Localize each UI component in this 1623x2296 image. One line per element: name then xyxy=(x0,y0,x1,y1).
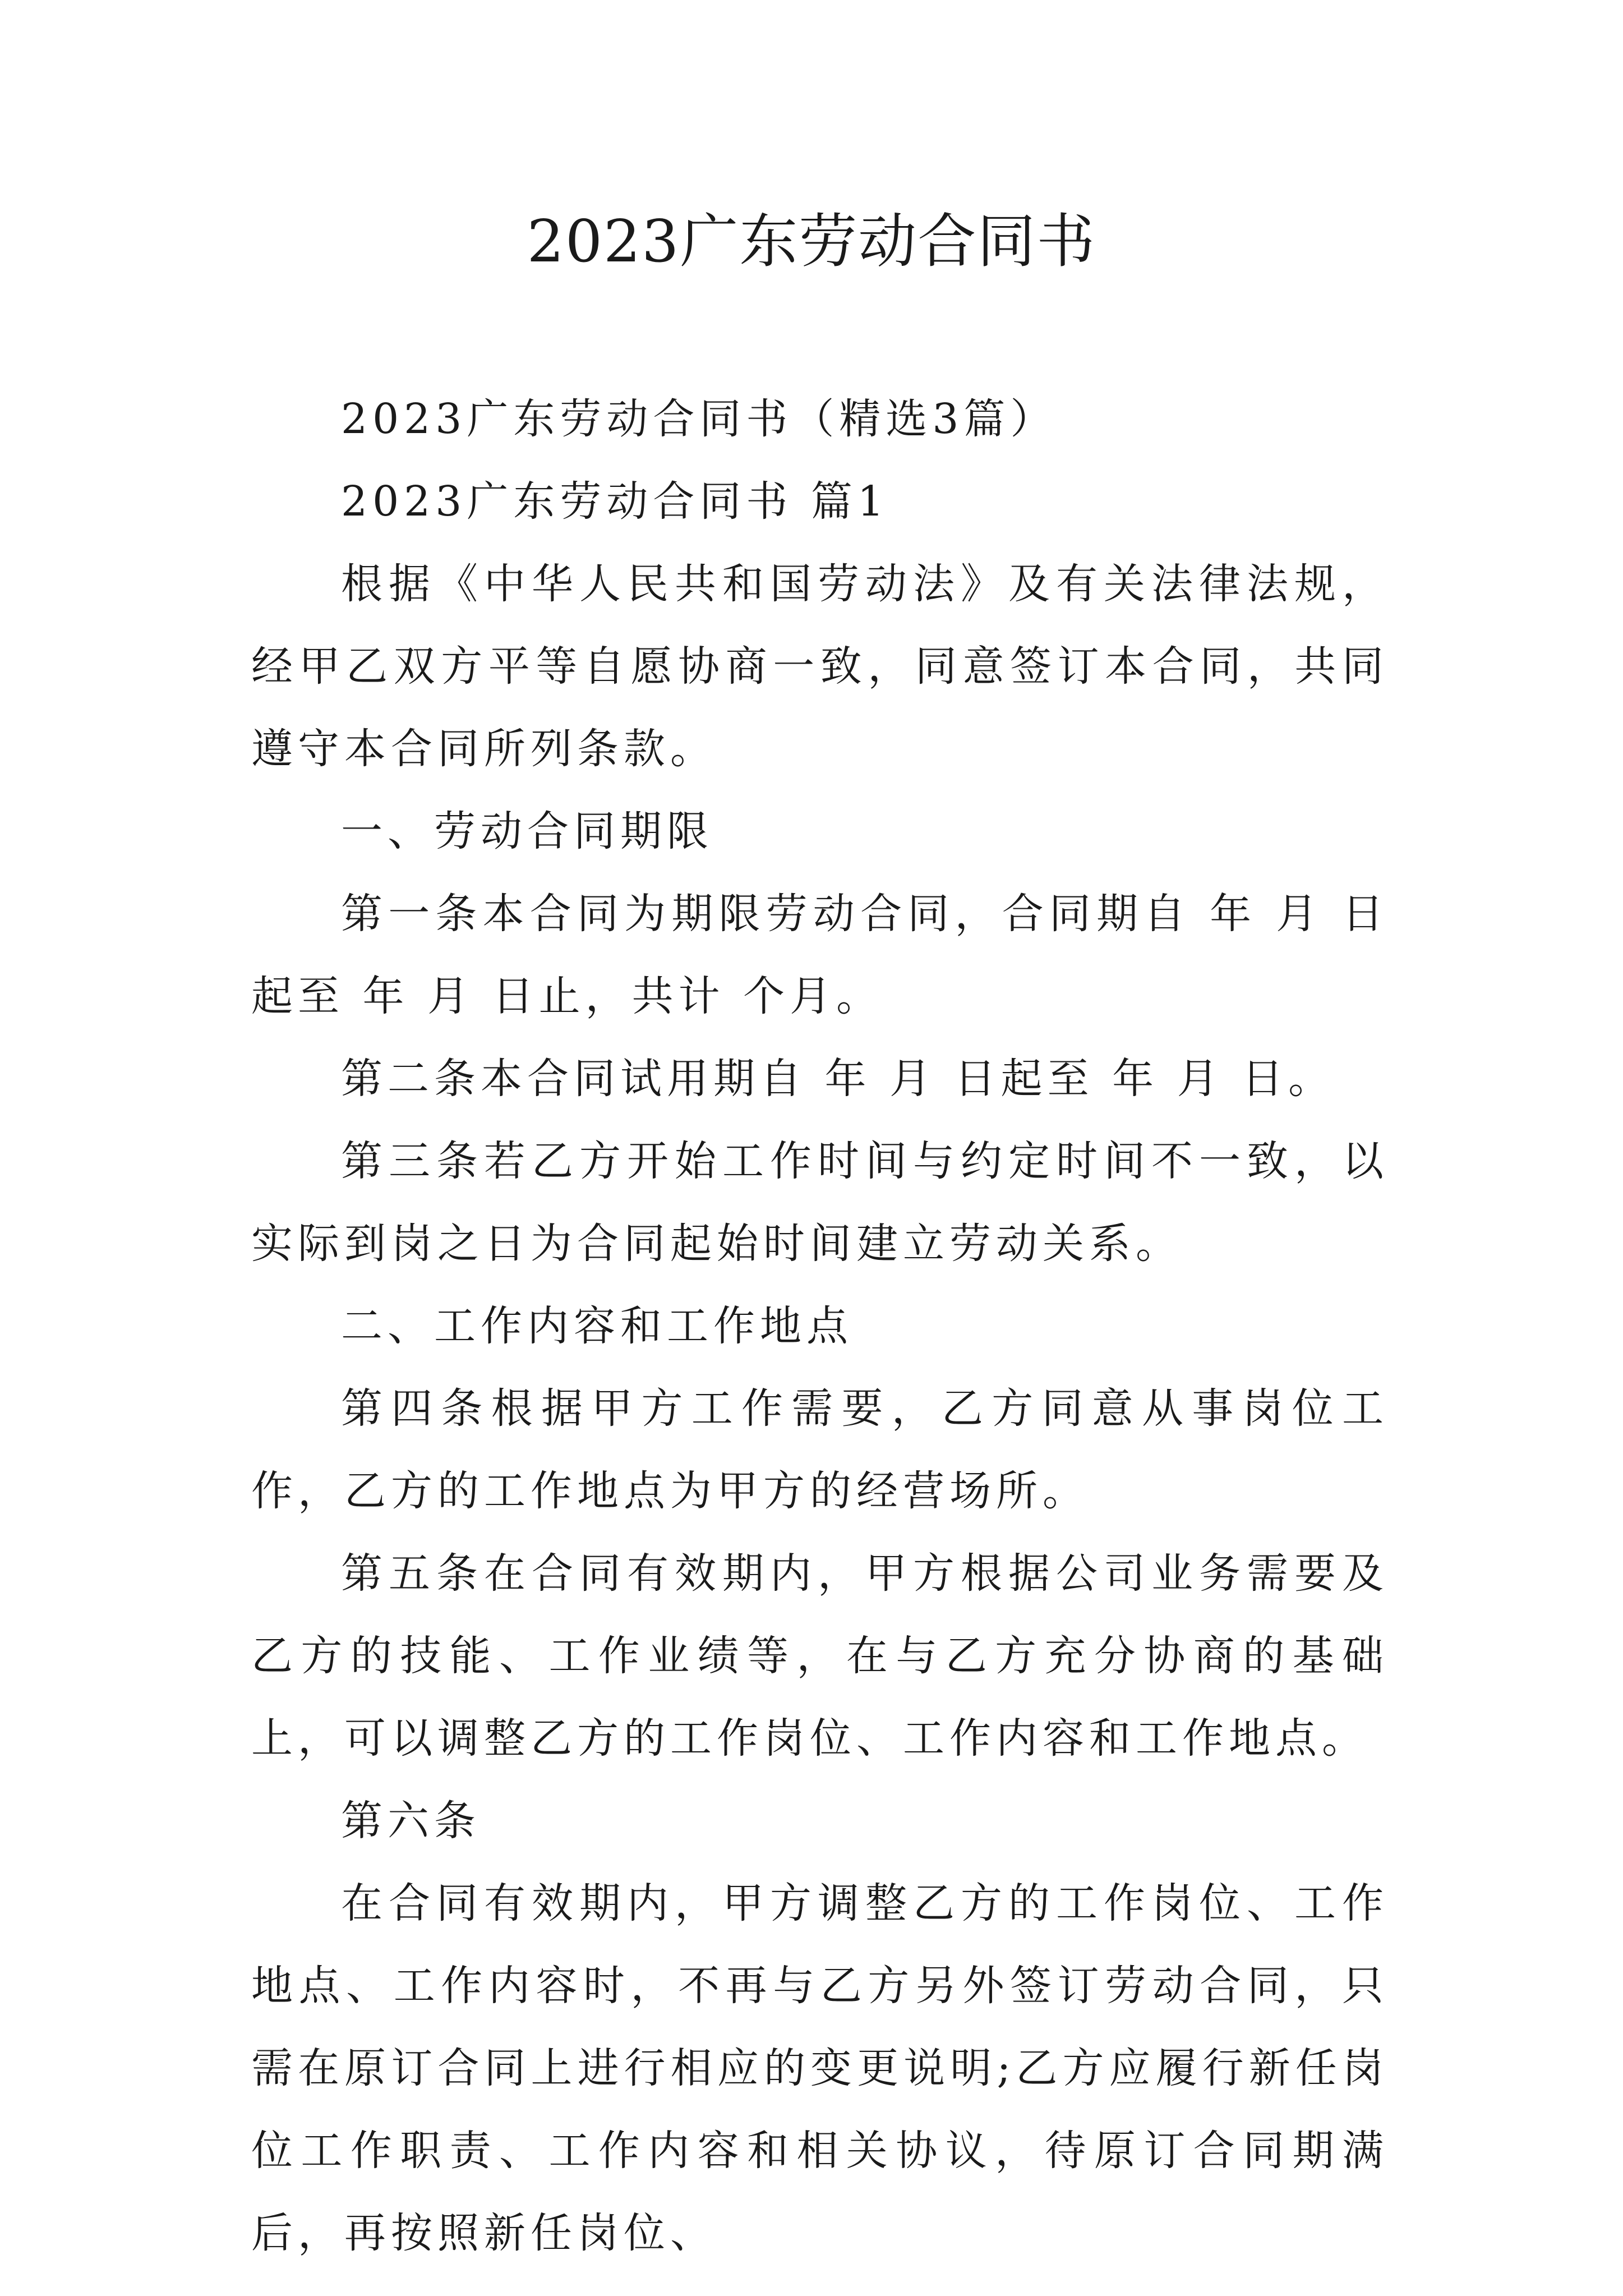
preamble-paragraph: 根据《中华人民共和国劳动法》及有关法律法规，经甲乙双方平等自愿协商一致，同意签订本合同，共同遵守本合同所列条款。 xyxy=(251,560,1389,773)
article-4: 第四条根据甲方工作需要，乙方同意从事岗位工作，乙方的工作地点为甲方的经营场所。 xyxy=(251,1384,1389,1515)
article-2: 第二条本合同试用期自 年 月 日起至 年 月 日。 xyxy=(341,1055,1335,1103)
chapter-heading-work: 二、工作内容和工作地点 xyxy=(341,1302,853,1350)
section-heading: 2023广东劳动合同书 篇1 xyxy=(341,477,889,526)
article-5: 第五条在合同有效期内，甲方根据公司业务需要及乙方的技能、工作业绩等，在与乙方充分协商的基础上，可以调整乙方的工作岗位、工作内容和工作地点。 xyxy=(251,1549,1389,1763)
article-3: 第三条若乙方开始工作时间与约定时间不一致，以实际到岗之日为合同起始时间建立劳动关系。 xyxy=(251,1137,1389,1268)
subtitle-paragraph: 2023广东劳动合同书（精选3篇） xyxy=(341,395,1057,443)
article-6-body: 在合同有效期内，甲方调整乙方的工作岗位、工作地点、工作内容时，不再与乙方另外签订劳动合同，只需在原订合同上进行相应的变更说明;乙方应履行新任岗位工作职责、工作内容和相关协议，待原订合同期满后，再按照新任岗位、 xyxy=(251,1879,1389,2257)
article-6-heading: 第六条 xyxy=(341,1797,481,1845)
article-1: 第一条本合同为期限劳动合同，合同期自 年 月 日起至 年 月 日止，共计 个月。 xyxy=(251,890,1389,1020)
chapter-heading-term: 一、劳动合同期限 xyxy=(341,807,713,855)
document-title: 2023广东劳动合同书 xyxy=(527,207,1096,275)
document-body xyxy=(251,378,1389,2275)
